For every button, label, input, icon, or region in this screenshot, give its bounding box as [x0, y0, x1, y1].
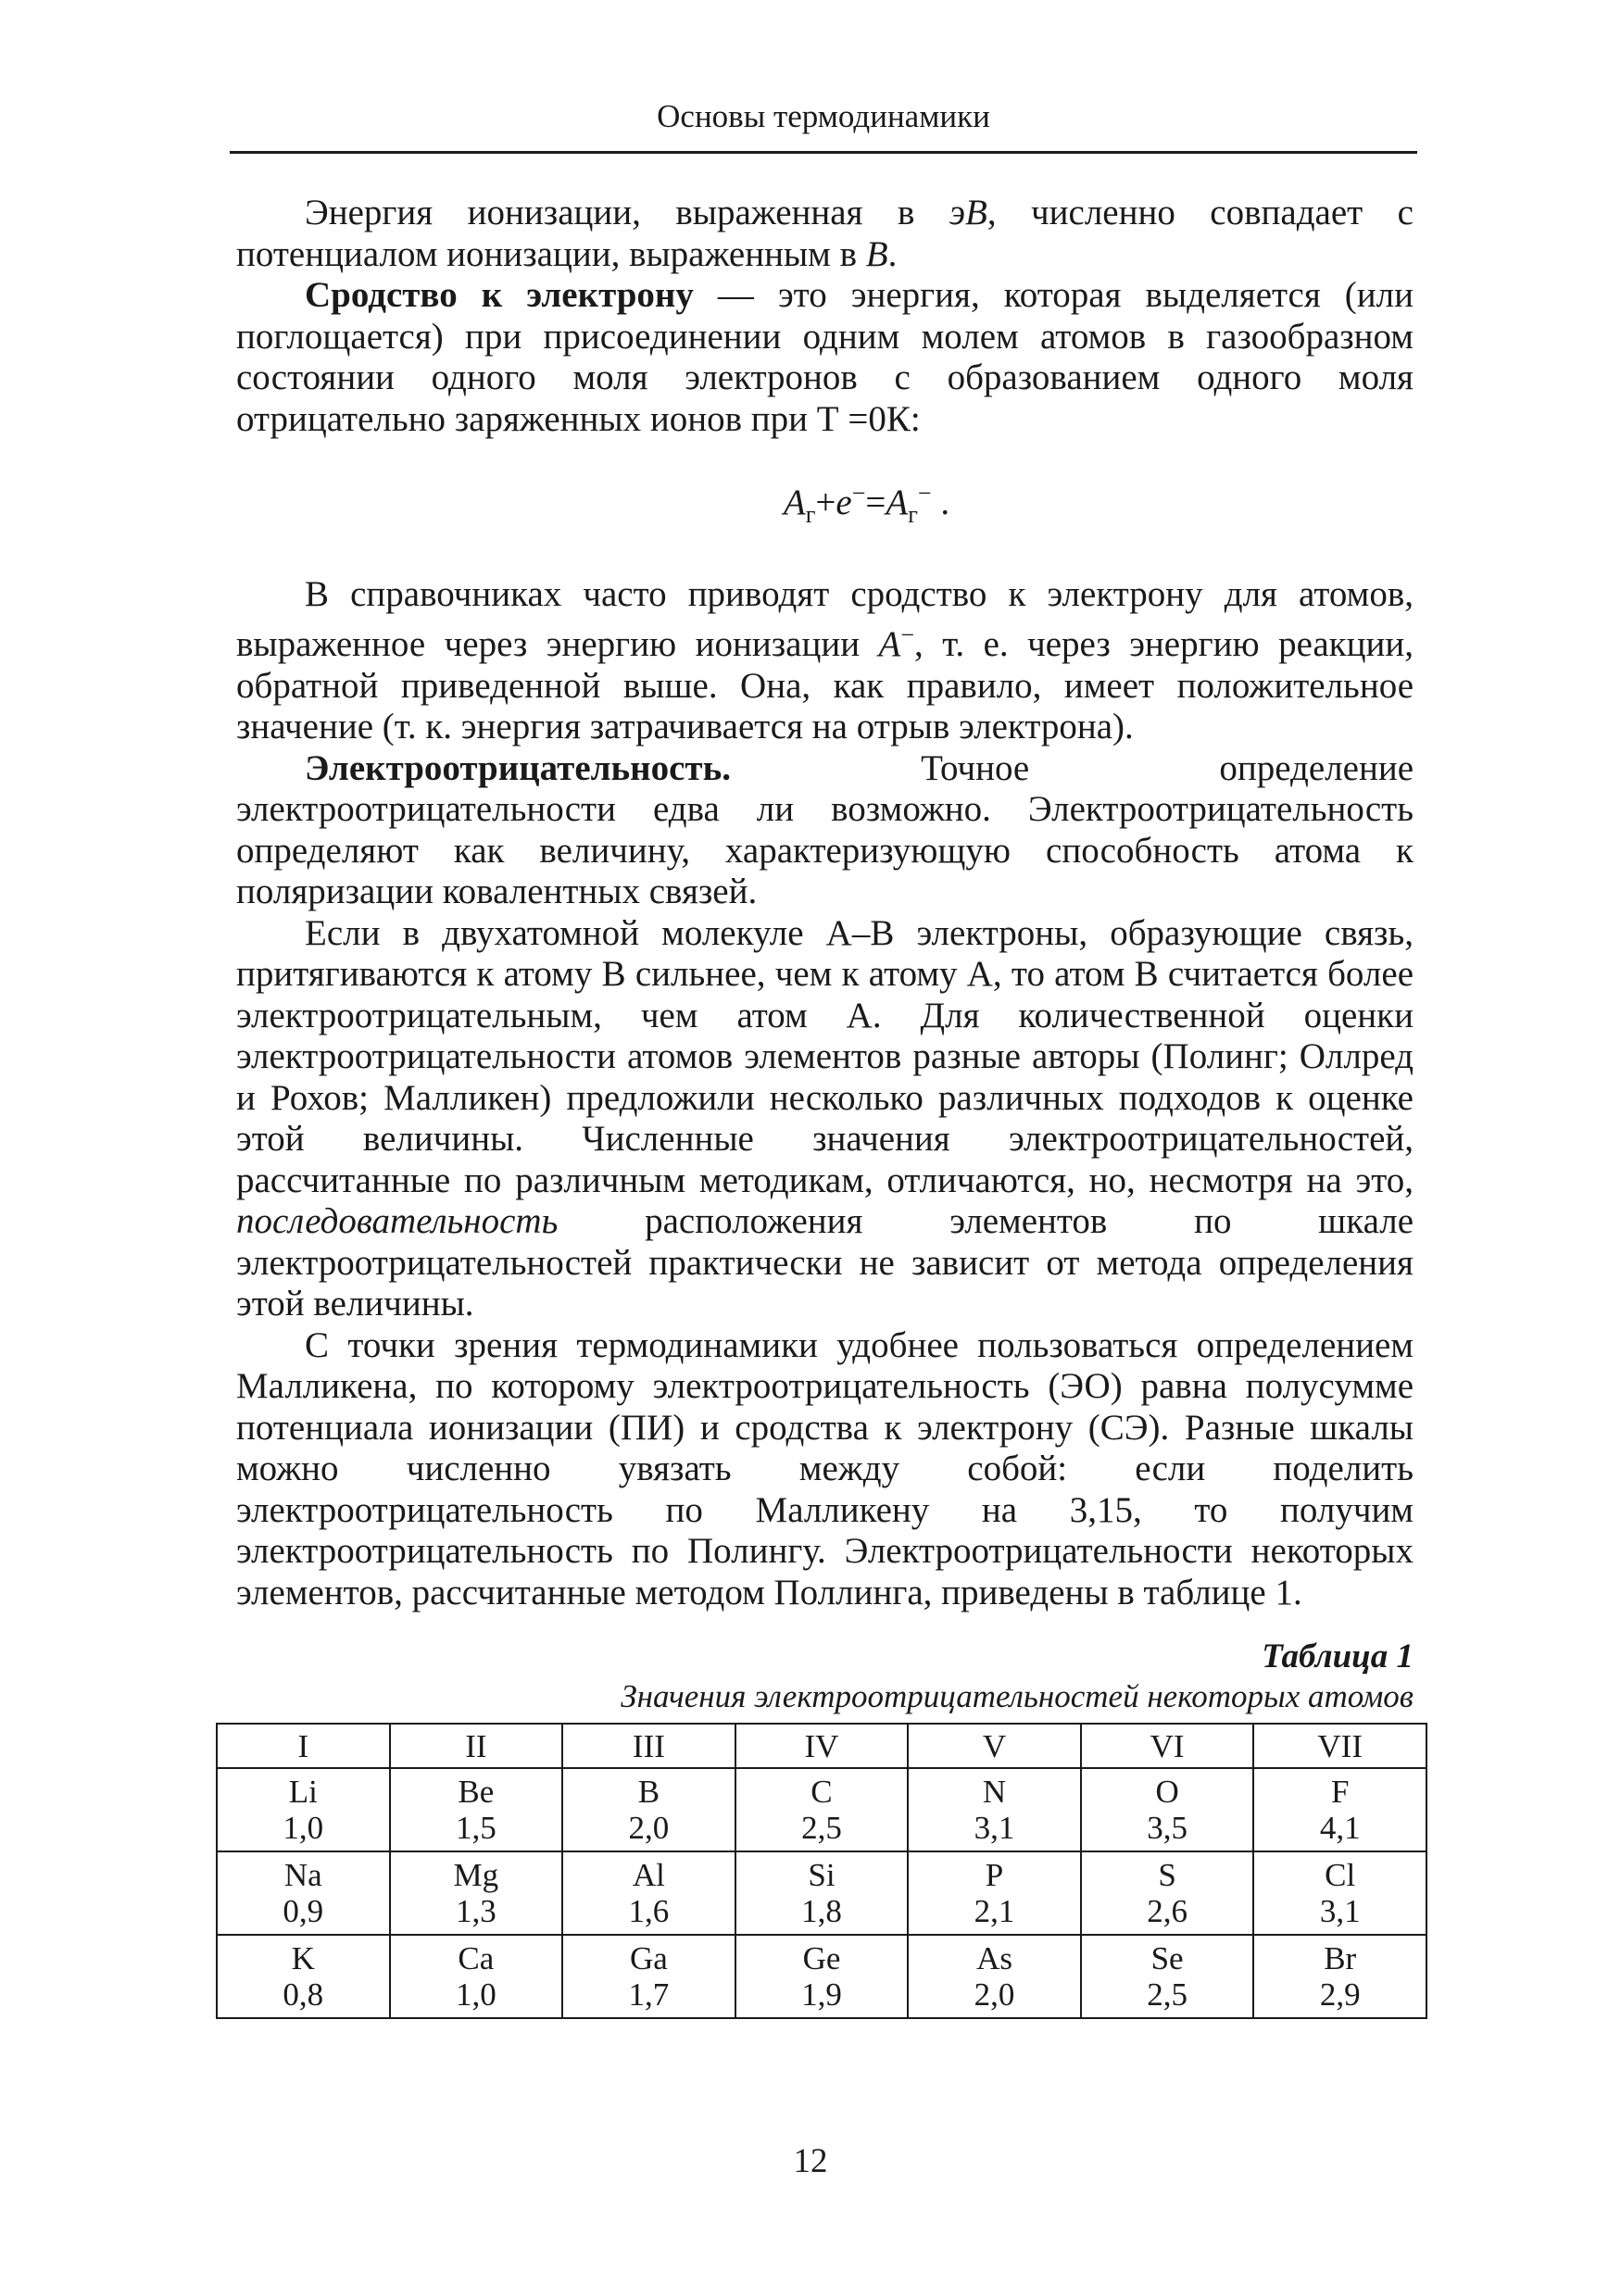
paragraph-text: Энергия ионизации, выраженная в: [305, 193, 949, 232]
eq-equals: =: [865, 483, 886, 522]
element-value: 1,8: [801, 1893, 842, 1929]
element-symbol: B: [637, 1774, 660, 1810]
element-value: 2,6: [1147, 1893, 1187, 1929]
element-value: 1,6: [628, 1893, 670, 1929]
paragraph-text: .: [887, 233, 898, 274]
table-cell: [562, 1851, 735, 1935]
element-value: 1,7: [628, 1976, 670, 2013]
element-value: 0,9: [283, 1893, 324, 1929]
eq-subscript-gas: г: [805, 500, 816, 528]
column-header-group-6: VI: [1081, 1724, 1254, 1768]
column-header-group-2: II: [390, 1724, 563, 1768]
element-symbol: N: [982, 1774, 1007, 1810]
table-cell: [1253, 1935, 1426, 2018]
table-cell: [735, 1851, 909, 1935]
table-cell: [1253, 1768, 1426, 1851]
column-header-group-4: IV: [735, 1724, 909, 1768]
table-row: [217, 1851, 1426, 1935]
running-header: Основы термодинамики: [657, 98, 990, 134]
page-number: 12: [793, 2142, 828, 2180]
eq-symbol-anion: A: [886, 483, 909, 522]
paragraph-text: , численно совпадает с потенциалом ионизации, выраженным в: [236, 193, 1414, 274]
paragraph-ionization-energy: [236, 193, 1414, 275]
paragraph-diatomic-molecule: [236, 913, 1414, 1325]
element-value: 1,5: [455, 1810, 496, 1846]
table-cell: [390, 1768, 563, 1851]
element-symbol: Li: [288, 1774, 318, 1810]
element-symbol: Ca: [458, 1940, 495, 1976]
paragraph-mulliken: С точки зрения термодинамики удобнее пользоваться определением Малликена, по которому электроотрицательность (ЭО) равна полусумме потенциала ионизации (ПИ) и сродства к электрону (СЭ). Разные шкалы можно численно увязать между собой: если поделить электроотрицательность по Малликену на 3,15, то получим электроотрицательность по Полингу. Электроотрицательности некоторых элементов, рассчитанные методом Поллинга, приведены в таблице 1.: [236, 1324, 1414, 1612]
paragraph-text: расположения элементов по шкале электроотрицательностей практически не зависит от метода определения этой величины.: [236, 1201, 1414, 1324]
element-value: 3,1: [974, 1810, 1015, 1846]
element-symbol: C: [810, 1774, 833, 1810]
column-header-group-1: I: [217, 1724, 390, 1768]
table-cell: [735, 1935, 909, 2018]
table-cell: [1081, 1768, 1254, 1851]
table-cell: [217, 1768, 390, 1851]
header-rule: [230, 151, 1417, 154]
table-cell: [562, 1935, 735, 2018]
table-cell: [390, 1851, 563, 1935]
element-value: 1,3: [455, 1893, 496, 1929]
element-symbol: Na: [283, 1857, 322, 1893]
element-symbol: S: [1158, 1857, 1176, 1893]
table-row: [217, 1935, 1426, 2018]
element-symbol: K: [291, 1940, 315, 1976]
symbol-a: A: [878, 624, 901, 665]
eq-subscript-gas: г: [908, 500, 918, 528]
element-symbol: P: [985, 1857, 1004, 1893]
eq-plus: +: [815, 483, 836, 522]
equation-electron-affinity: [236, 466, 1414, 543]
table-cell: [562, 1768, 735, 1851]
table-cell: [1081, 1935, 1254, 2018]
element-value: 3,1: [1319, 1893, 1361, 1929]
element-value: 2,5: [801, 1810, 842, 1846]
paragraph-text: Если в двухатомной молекуле А–В электроны, образующие связь, притягиваются к атому В сильнее, чем к атому А, то атом В считается более электроотрицательным, чем атом А. Для количественной оценки электроотрицательности атомов элементов разные авторы (Полинг; Оллред и Рохов; Малликен) предложили несколько различных подходов к оценке этой величины. Численные значения электроотрицательностей, рассчитанные по различным методикам, отличаются, но, несмотря на это,: [236, 912, 1414, 1200]
element-symbol: O: [1155, 1774, 1179, 1810]
element-symbol: Se: [1150, 1940, 1184, 1976]
column-header-group-3: III: [562, 1724, 735, 1768]
table-cell: [908, 1768, 1081, 1851]
table-cell: [390, 1935, 563, 2018]
element-value: 1,0: [283, 1810, 324, 1846]
emphasis-sequence: последовательность: [236, 1201, 559, 1242]
element-symbol: Be: [458, 1774, 495, 1810]
element-value: 1,0: [455, 1976, 496, 2013]
body-text: [236, 193, 1414, 1613]
paragraph-electronegativity: [236, 748, 1414, 913]
element-symbol: Ga: [630, 1940, 668, 1976]
unit-volt: В: [865, 233, 888, 274]
element-value: 2,0: [628, 1810, 670, 1846]
paragraph-text: В справочниках часто приводят сродство к электрону для атомов, выраженное через энергию ионизации: [236, 573, 1414, 665]
eq-superscript-minus: −: [917, 480, 932, 507]
term-electronegativity: Электроотрицательность.: [305, 747, 731, 788]
eq-period: .: [931, 483, 950, 522]
eq-symbol-electron: e: [836, 483, 852, 522]
table-cell: [908, 1851, 1081, 1935]
paragraph-text: — это энергия, которая выделяется (или поглощается) при присоединении одним молем атомов в газообразном состоянии одного моля электронов с образованием одного моля отрицательно заряженных ионов при Т =0К:: [236, 275, 1414, 439]
element-symbol: Si: [808, 1857, 836, 1893]
electronegativity-table: [216, 1723, 1427, 2019]
table-title: Значения электроотрицательностей некоторых атомов: [621, 1678, 1414, 1714]
element-symbol: Mg: [453, 1857, 499, 1893]
element-symbol: Ge: [802, 1940, 841, 1976]
column-header-group-5: V: [908, 1724, 1081, 1768]
table-header-row: [217, 1724, 1426, 1768]
table-cell: [217, 1935, 390, 2018]
element-symbol: As: [976, 1940, 1012, 1976]
element-value: 2,5: [1147, 1976, 1187, 2013]
element-symbol: Br: [1324, 1940, 1357, 1976]
element-symbol: Al: [632, 1857, 665, 1893]
table-cell: [1253, 1851, 1426, 1935]
column-header-group-7: VII: [1253, 1724, 1426, 1768]
element-value: 4,1: [1319, 1810, 1361, 1846]
unit-electron-volt: эВ: [949, 193, 987, 232]
paragraph-text: Точное определение электроотрицательности едва ли возможно. Электроотрицательность определяют как величину, характеризующую способность атома к поляризации ковалентных связей.: [236, 747, 1414, 912]
element-value: 2,0: [974, 1976, 1015, 2013]
element-value: 3,5: [1147, 1810, 1187, 1846]
superscript-minus: −: [900, 621, 915, 649]
eq-superscript-minus: −: [851, 480, 866, 507]
table-cell: [1081, 1851, 1254, 1935]
element-value: 1,9: [801, 1976, 842, 2013]
paragraph-reference-books: [236, 574, 1414, 748]
element-value: 0,8: [283, 1976, 324, 2013]
eq-symbol-a: A: [783, 483, 806, 522]
table-cell: [217, 1851, 390, 1935]
element-value: 2,1: [974, 1893, 1015, 1929]
paragraph-text: , т. е. через энергию реакции, обратной приведенной выше. Она, как правило, имеет положительное значение (т. к. энергия затрачивается на отрыв электрона).: [236, 624, 1414, 747]
table-cell: [908, 1935, 1081, 2018]
element-symbol: F: [1330, 1774, 1350, 1810]
paragraph-electron-affinity: [236, 275, 1414, 440]
table-row: [217, 1768, 1426, 1851]
table-cell: [735, 1768, 909, 1851]
term-electron-affinity: Сродство к электрону: [305, 275, 694, 315]
element-value: 2,9: [1319, 1976, 1361, 2013]
table-label: Таблица 1: [1262, 1637, 1414, 1675]
element-symbol: Cl: [1325, 1857, 1356, 1893]
